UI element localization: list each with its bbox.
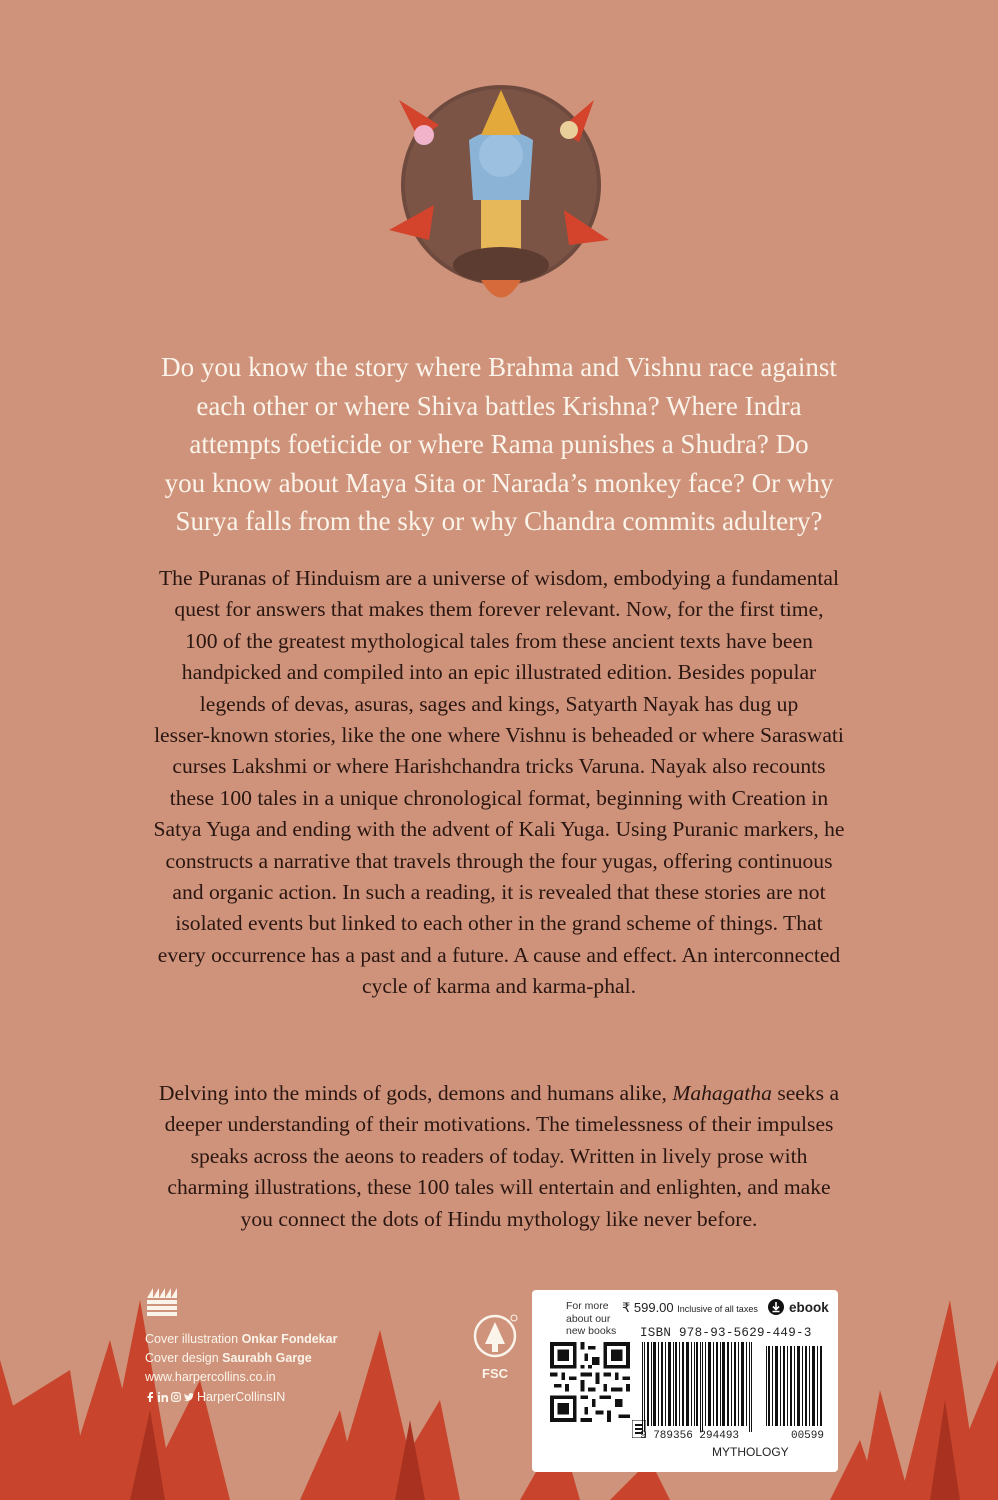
barcode-digits bbox=[640, 1430, 824, 1442]
blurb-line: Do you know the story where Brahma and Vishnu race against bbox=[161, 352, 837, 382]
text-line: you connect the dots of Hindu mythology like never before. bbox=[240, 1206, 758, 1231]
text-line: deeper understanding of their motivations. The timelessness of their impulses bbox=[164, 1112, 834, 1137]
blurb-line: you know about Maya Sita or Narada’s monkey face? Or why bbox=[164, 467, 834, 498]
book-title: Mahagatha bbox=[672, 1081, 772, 1105]
text-line: lesser-known stories, like the one where Vishnu is beheaded or where Saraswati bbox=[154, 723, 844, 748]
social-handle[interactable]: HarperCollinsIN bbox=[197, 1389, 286, 1404]
illustrator-name: Onkar Fondekar bbox=[241, 1332, 338, 1346]
barcode-panel bbox=[532, 1290, 838, 1472]
blurb-questions bbox=[110, 348, 888, 541]
barcode-graphic bbox=[640, 1342, 824, 1432]
ean-digits: 9 789356 294493 bbox=[640, 1430, 740, 1442]
text-line: speaks across the aeons to readers of today. Written in lively prose with bbox=[190, 1143, 808, 1168]
addon-digits: 00599 bbox=[790, 1430, 824, 1442]
price bbox=[622, 1300, 758, 1316]
isbn: ISBN 978-93-5629-449-3 bbox=[640, 1326, 812, 1340]
social-handles bbox=[145, 1387, 337, 1406]
description-paragraph bbox=[70, 563, 928, 1003]
text-line: 100 of the greatest mythological tales from these ancient texts have been bbox=[185, 628, 813, 653]
text-line: these 100 tales in a unique chronological format, beginning with Creation in bbox=[169, 785, 829, 810]
text-line: and organic action. In such a reading, it is revealed that these stories are not bbox=[172, 880, 826, 905]
text-line: constructs a narrative that travels through the four yugas, offering continuous bbox=[165, 848, 833, 873]
price-note: Inclusive of all taxes bbox=[677, 1304, 758, 1314]
facebook-icon[interactable] bbox=[145, 1392, 155, 1402]
closing-paragraph bbox=[70, 1078, 928, 1235]
text-line: cycle of karma and karma-phal. bbox=[362, 974, 636, 999]
ebook-label: ebook bbox=[789, 1299, 829, 1315]
fsc-label: FSC bbox=[482, 1366, 508, 1381]
text-line: legends of devas, asuras, sages and kings, Satyarth Nayak has dug up bbox=[199, 691, 799, 716]
more-books-note: For more about our new books bbox=[566, 1300, 617, 1337]
text-line: Delving into the minds of gods, demons and humans alike, bbox=[158, 1081, 667, 1105]
blurb-line: attempts foeticide or where Rama punishes a Shudra? Do bbox=[189, 429, 809, 459]
text-line: handpicked and compiled into an epic illustrated edition. Besides popular bbox=[181, 660, 817, 685]
text-line: curses Lakshmi or where Harishchandra tricks Varuna. Nayak also recounts bbox=[172, 754, 826, 779]
fsc-logo-icon bbox=[470, 1310, 520, 1390]
text-line: quest for answers that makes them forever relevant. Now, for the first time, bbox=[174, 597, 824, 622]
text-line: isolated events but linked to each other in the grand scheme of things. That bbox=[175, 911, 823, 936]
website-link[interactable]: www.harpercollins.co.in bbox=[145, 1370, 276, 1384]
genre-label: MYTHOLOGY bbox=[712, 1445, 789, 1459]
blurb-line: Surya falls from the sky or why Chandra commits adultery? bbox=[175, 506, 823, 536]
text-line: every occurrence has a past and a future. A cause and effect. An interconnected bbox=[157, 942, 841, 967]
qr-code-icon[interactable] bbox=[550, 1342, 630, 1422]
twitter-icon[interactable] bbox=[184, 1392, 194, 1402]
text-line: seeks a bbox=[777, 1081, 840, 1105]
ebook-badge bbox=[768, 1299, 829, 1315]
design-label: Cover design bbox=[145, 1351, 219, 1365]
text-line: The Puranas of Hinduism are a universe of wisdom, embodying a fundamental bbox=[158, 566, 840, 590]
download-icon bbox=[768, 1299, 784, 1315]
blurb-line: each other or where Shiva battles Krishna? Where Indra bbox=[196, 390, 802, 421]
illustration-credit bbox=[145, 1330, 337, 1349]
illustration-label: Cover illustration bbox=[145, 1332, 239, 1346]
text-line: Satya Yuga and ending with the advent of Kali Yuga. Using Puranic markers, he bbox=[153, 817, 845, 842]
instagram-icon[interactable] bbox=[171, 1392, 181, 1402]
design-credit bbox=[145, 1349, 337, 1368]
credits-block bbox=[145, 1282, 337, 1406]
price-value: ₹ 599.00 bbox=[622, 1300, 674, 1315]
vishnu-illustration bbox=[369, 80, 629, 320]
text-line: charming illustrations, these 100 tales will entertain and enlighten, and make bbox=[167, 1175, 831, 1200]
harpercollins-logo-icon bbox=[145, 1282, 183, 1318]
linkedin-icon[interactable] bbox=[158, 1392, 168, 1402]
designer-name: Saurabh Garge bbox=[222, 1351, 312, 1365]
